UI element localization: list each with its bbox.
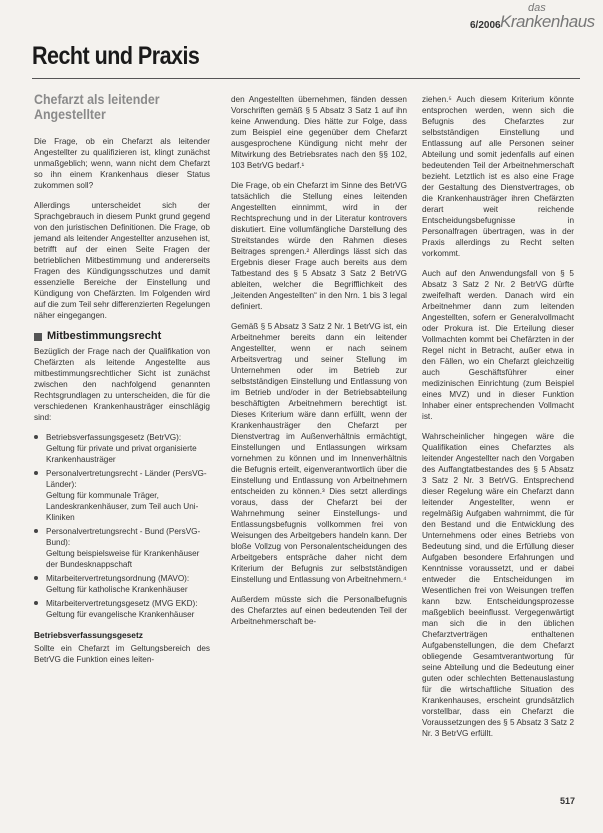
paragraph: Sollte ein Chefarzt im Geltungsbereich des BetrVG die Funktion eines leiten-: [34, 644, 210, 664]
list-item: [34, 598, 210, 620]
list-item-desc: Geltung für kommunale Träger, Landeskrankenhäuser, zum Teil auch Uni-Kliniken: [46, 491, 199, 522]
paragraph: Die Frage, ob ein Chefarzt im Sinne des BetrVG tatsächlich die Stellung eines leitenden Angestellten einnimmt, wird in der Rechtsprechung und in der Literatur kontrovers diskutiert. Eine vollumfängliche Darstellung des Streitstandes würde den Rahmen dieses Beitrages sprengen.² Allerdings lässt sich das Ergebnis dieser Frage auch bereits aus dem Tatbestand des § 5 Absatz 3 Satz 2 BetrVG ableiten, welcher die Begrifflichkeit des „leitenden Angestellten“ in den Nrn. 1 bis 3 legal definiert.: [231, 181, 407, 311]
list-item: [34, 573, 210, 595]
list-item: [34, 432, 210, 465]
section-title: Recht und Praxis: [32, 42, 200, 70]
subheading-betrvg: Betriebsverfassungsgesetz: [34, 630, 143, 640]
article-headline: Chefarzt als leitender Angestellter: [34, 92, 160, 122]
bullet-icon: [34, 576, 38, 580]
column-3: [422, 94, 574, 748]
list-item: [34, 468, 210, 523]
list-item: [34, 526, 210, 570]
column-2: [231, 94, 407, 636]
list-item-title: Personalvertretungsrecht - Bund (PersVG-Bund):: [46, 527, 201, 547]
subheading-text: Mitbestimmungsrecht: [47, 330, 162, 342]
subheading-mitbestimmung: [34, 331, 210, 342]
bullet-icon: [34, 471, 38, 475]
list-item-desc: Geltung für private und privat organisierte Krankenhausträger: [46, 444, 197, 464]
paragraph: ziehen.⁵ Auch diesem Kriterium könnte entsprochen werden, wenn sich die Befugnis des Chefarztes zur selbstständigen Einstellung und Entlassung auf alle Personen seiner Abteilung und somit jedenfalls auf einen bedeutenden Teil der Arbeitnehmerschaft bezieht. Letztlich ist es also eine Frage der Gestaltung des Dienstvertrages, ob die Krankenhausträger ihren Chefärzten derart weit reichende Entscheidungsbefugnisse in Personalfragen übertragen, was in der Praxis allerdings zu Recht selten vorkommt.: [422, 95, 574, 258]
legal-basis-list: [34, 432, 210, 620]
issue-number: 6/2006: [470, 20, 501, 31]
paragraph: Gemäß § 5 Absatz 3 Satz 2 Nr. 1 BetrVG ist, ein Arbeitnehmer bereits dann ein leitender Angestellter, wenn er nach seinem Arbeitsvertrag und seiner Stellung im Unternehmen oder im Betrieb zur selbstständigen Einstellung und Entlassung von im Betrieb und/oder in der Betriebsabteilung beschäftigten Arbeitnehmern berechtigt ist. Dieses Kriterium wäre dann erfüllt, wenn der Krankenhausträger den Chefarzt per Dienstvertrag im Außenverhältnis ermächtigt, Einstellungen und Entlassungen wirksam vornehmen zu können und im Innenverhältnis die Befugnis erteilt, eigenverantwortlich über die Einstellung und Entlassung von Arbeitnehmern entscheiden zu können.³ Dies setzt allerdings voraus, dass der Chefarzt bei der Wahrnehmung seiner Einstellungs- und Entlassungsbefugnis vollkommen frei von Weisungen des Arbeitgebers handeln kann. Der bloße Vollzug von Personalentscheidungen des Arbeitgebers entspräche daher nicht dem Kriterium der Befugnis zur selbstständigen Einstellung und Entlassung von Arbeitnehmern.⁴: [231, 322, 407, 584]
paragraph: Allerdings unterscheidet sich der Sprachgebrauch in diesem Punkt grund gegend von den juristischen Definitionen. Die Frage, ob jemand als leitender Angestellter anzusehen ist, betrifft auf der einen Seite Fragen der betrieblichen Mitbestimmung und andererseits Fragen des Kündigungsschutzes und damit essenzielle Bereiche der Einstellung und Kündigung von Chefärzten. Im Folgenden wird auf die zum Teil sehr differenzierten Regelungen näher eingegangen.: [34, 201, 210, 320]
paragraph: den Angestellten übernehmen, fänden dessen Vorschriften gemäß § 5 Absatz 3 Satz 1 auf ihn keine Anwendung. Dies hätte zur Folge, dass zum Beispiel eine gegenüber dem Chefarzt ausgesprochene Kündigung nicht mehr der Mitwirkung des Betriebsrates nach den §§ 102, 103 BetrVG bedarf.¹: [231, 95, 407, 170]
column-1: [34, 92, 210, 674]
bullet-icon: [34, 601, 38, 605]
list-item-title: Betriebsverfassungsgesetz (BetrVG):: [46, 433, 182, 442]
bullet-icon: [34, 529, 38, 533]
paragraph: Auch auf den Anwendungsfall von § 5 Absatz 3 Satz 2 Nr. 2 BetrVG dürfte zweifelhaft werden. Danach wird ein Arbeitnehmer dann zum leitenden Angestellten, sofern er Generalvollmacht oder Prokura ist. Die Erteilung dieser Vollmachten kommt bei Chefärzten in der Regel nicht in Betracht, außer etwa in den Fällen, wo ein Chefarzt gleichzeitig auch Geschäftsführer einer medizinischen Einrichtung (zum Beispiel eines MVZ) und in dieser Funktion Inhaber einer entsprechenden Vollmacht ist.: [422, 269, 574, 421]
list-item-title: Mitarbeitervertretungsgesetz (MVG EKD):: [46, 599, 198, 608]
section-rule: [32, 78, 580, 79]
bullet-icon: [34, 435, 38, 439]
list-item-title: Mitarbeitervertretungsordnung (MAVO):: [46, 574, 190, 583]
page-number: 517: [560, 796, 576, 806]
paragraph: Außerdem müsste sich die Personalbefugnis des Chefarztes auf einen bedeutenden Teil der Arbeitnehmerschaft be-: [231, 595, 407, 626]
list-item-desc: Geltung für evangelische Krankenhäuser: [46, 610, 195, 619]
list-item-desc: Geltung für katholische Krankenhäuser: [46, 585, 188, 594]
paragraph: Wahrscheinlicher hingegen wäre die Qualifikation eines Chefarztes als leitender Angestellter nach den Vorgaben des Auffangtatbestandes des § 5 Absatz 3 Satz 2 Nr. 3 BetrVG. Entsprechend dieser Regelung wäre ein Chefarzt dann leitender Angestellter, wenn er regelmäßig Aufgaben wahrnimmt, die für den Bestand und die Entwicklung des Unternehmens oder eines Betriebs von Bedeutung sind, und die Erfüllung dieser Aufgaben besondere Erfahrungen und Kenntnisse voraussetzt, und er dabei entweder die Entscheidungen im Wesentlichen frei von Weisungen treffen kann bzw. Entscheidungsprozesse maßgeblich beeinflusst. Vergegenwärtigt man sich die in den üblichen Chefarztverträgen enthaltenen Aufgabenstellungen, die dem Chefarzt obliegende Gesamtverantwortung für seine Abteilung und die Bedeutung einer guten oder schlechten Bettenauslastung für die wirtschaftliche Situation des Krankenhauses, erscheint grundsätzlich vorstellbar, dass ein Chefarzt die Voraussetzungen des § 5 Absatz 3 Satz 2 Nr. 3 BetrVG erfüllt.: [422, 432, 574, 738]
magazine-logo-top: das: [528, 2, 546, 14]
paragraph: Die Frage, ob ein Chefarzt als leitender Angestellter zu qualifizieren ist, klingt zunächst unmaßgeblich; wenn, wann nicht dem Chefarzt so ihn einem Krankenhaus dieser Status zukommen soll?: [34, 137, 210, 190]
list-item-title: Personalvertretungsrecht - Länder (PersVG-Länder):: [46, 469, 207, 489]
square-bullet-icon: [34, 333, 42, 341]
paragraph: Bezüglich der Frage nach der Qualifikation von Chefärzten als leitende Angestellte aus mitbestimmungsrechtlicher Sicht ist zunächst zwischen den nachfolgend genannten Rechtsgrundlagen zu unterscheiden, die für die verschiedenen Krankenhausträger einschlägig sind:: [34, 347, 210, 422]
list-item-desc: Geltung beispielsweise für Krankenhäuser der Bundesknappschaft: [46, 549, 200, 569]
magazine-logo: Krankenhaus: [500, 12, 595, 31]
